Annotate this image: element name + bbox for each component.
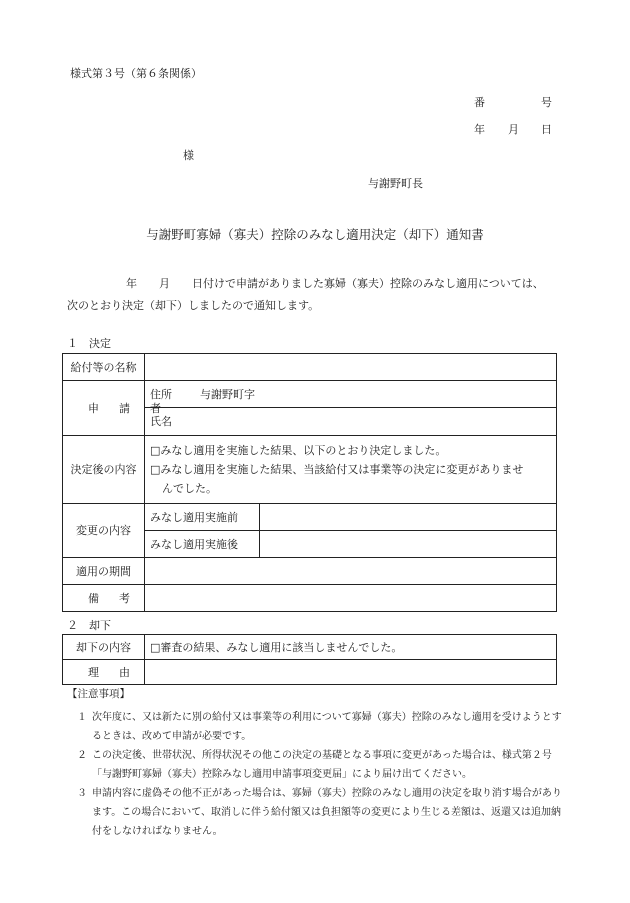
address-label: 住所 (150, 387, 172, 401)
section-rejection-heading: ２ 却下 (67, 619, 111, 632)
note-number: ２ (77, 750, 87, 761)
intro-line1-rest: 日付けで申請がありました寡婦（寡夫）控除のみなし適用については、 (192, 277, 544, 290)
rejection-content-label: 却下の内容 (63, 635, 145, 660)
name-label: 氏名 (150, 415, 172, 428)
number-label-go: 号 (541, 96, 552, 109)
form-number: 様式第３号（第６条関係） (70, 67, 202, 80)
period-label: 適用の期間 (63, 558, 145, 585)
document-title: 与謝野町寡婦（寡夫）控除のみなし適用決定（却下）通知書 (146, 227, 484, 242)
change-after-field[interactable] (260, 531, 557, 558)
change-after-label: みなし適用実施後 (145, 531, 260, 558)
note-item-2 (77, 746, 567, 784)
decision-option-1[interactable]: □みなし適用を実施した結果、以下のとおり決定しました。 (150, 444, 447, 457)
decision-option-2[interactable]: □みなし適用を実施した結果、当該給付又は事業等の決定に変更がありませ (150, 463, 524, 476)
decision-content-label: 決定後の内容 (63, 436, 145, 504)
note-text: 次年度に、又は新たに別の給付又は事業等の利用について寡婦（寡夫）控除のみなし適用を受けようとするときは、改めて申請が必要です。 (92, 712, 562, 742)
issuer-name: 与謝野町長 (368, 177, 423, 190)
change-before-field[interactable] (260, 504, 557, 531)
decision-option-2-cont: んでした。 (162, 482, 217, 495)
name-field[interactable] (145, 408, 557, 436)
intro-line-1 (0, 278, 630, 289)
change-before-label: みなし適用実施前 (145, 504, 260, 531)
reason-field[interactable] (145, 660, 557, 685)
note-text: 申請内容に虚偽その他不正があった場合は、寡婦（寡夫）控除のみなし適用の決定を取り消す場合があります。この場合において、取消しに伴う給付額又は負担額等の変更により生じる差額は、返還又は追加納付をしなければなりません。 (92, 788, 562, 837)
notes-title: 【注意事項】 (67, 688, 130, 700)
section-decision-heading: １ 決定 (67, 337, 111, 350)
remarks-label: 備考 (63, 585, 145, 612)
note-item-3 (77, 784, 567, 841)
note-item-1 (77, 708, 567, 746)
benefit-name-field[interactable] (145, 354, 557, 381)
date-month-label: 月 (508, 123, 519, 136)
number-label-ban: 番 (474, 96, 485, 109)
date-day-label: 日 (541, 123, 552, 136)
intro-month: 月 (159, 277, 170, 290)
decision-content-field (145, 436, 557, 504)
change-content-label: 変更の内容 (63, 504, 145, 558)
reason-label: 理由 (63, 660, 145, 685)
address-value: 与謝野町字 (200, 387, 255, 401)
address-field[interactable] (145, 381, 557, 408)
benefit-name-label: 給付等の名称 (63, 354, 145, 381)
note-text: この決定後、世帯状況、所得状況その他この決定の基礎となる事項に変更があった場合は、様式第２号「与謝野町寡婦（寡夫）控除みなし適用申請事項変更届」により届け出てください。 (92, 750, 552, 780)
decision-table (62, 353, 557, 612)
remarks-field[interactable] (145, 585, 557, 612)
applicant-label: 申請者 (63, 381, 145, 436)
rejection-table (62, 634, 557, 685)
note-number: ３ (77, 788, 87, 799)
note-number: １ (77, 712, 87, 723)
recipient-suffix: 様 (183, 149, 194, 162)
intro-year: 年 (126, 277, 137, 290)
rejection-option[interactable]: □審査の結果、みなし適用に該当しませんでした。 (145, 635, 557, 660)
date-year-label: 年 (474, 123, 485, 136)
period-field[interactable] (145, 558, 557, 585)
intro-line-2: 次のとおり決定（却下）しましたので通知します。 (67, 299, 320, 312)
